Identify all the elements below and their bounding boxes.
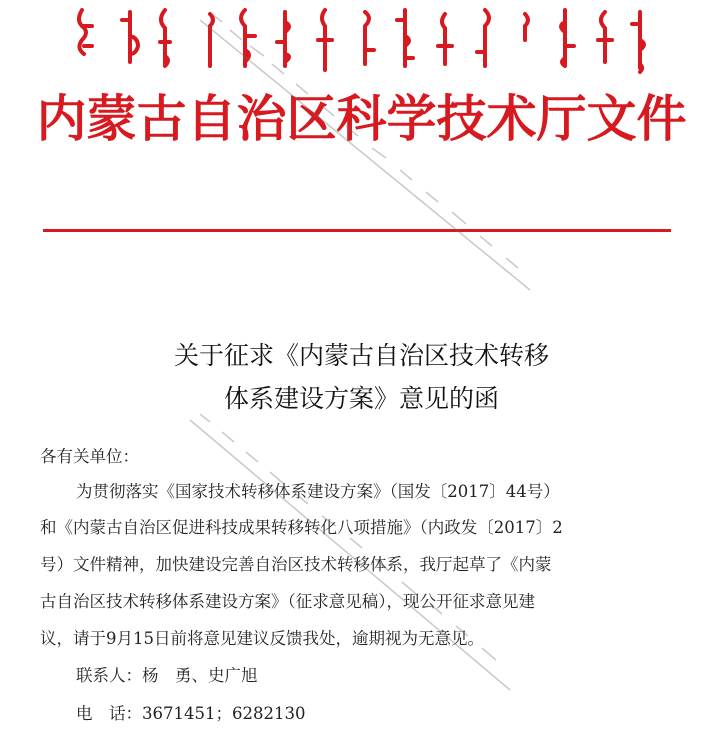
document-title-line-1: 关于征求《内蒙古自治区技术转移 — [173, 341, 549, 370]
document-title-line-2: 体系建设方案》意见的函 — [223, 384, 499, 413]
salutation: 各有关单位： — [40, 447, 139, 466]
red-divider — [43, 229, 671, 232]
contact-person: 联系人：杨 勇、史广旭 — [76, 666, 258, 685]
paragraph-line: 号）文件精神，加快建设完善自治区技术转移体系，我厅起草了《内蒙 — [40, 555, 552, 574]
paragraph-line: 议，请于9月15日前将意见建议反馈我处，逾期视为无意见。 — [40, 629, 484, 648]
paragraph-line: 古自治区技术转移体系建设方案》（征求意见稿），现公开征求意见建 — [40, 592, 535, 611]
org-title: 内蒙古自治区科学技术厅文件 — [36, 90, 687, 148]
mongolian-text: ᠥᠪᠥᠷ ᠮᠣᠩᠭᠣᠯ ᠤᠨ ᠥᠪᠡᠷᠲᠡᠭᠡᠨ ᠵᠠᠰᠠᠬᠤ ᠣᠷᠣᠨ ᠤ ᠱᠢᠨᠵᠢᠯᠡᠬᠦ ᠤᠬᠠᠭᠠᠨ ᠲᠧᠬᠨᠢᠤᠺ ᠤᠨ ᠲᠢᠩ ᠤᠨ ᠪᠢᠴᠢᠭ — [70, 76, 110, 77]
mongolian-script-header — [70, 6, 650, 78]
paragraph-line: 为贯彻落实《国家技术转移体系建设方案》（国发〔2017〕44号） — [76, 482, 560, 501]
paragraph-line: 和《内蒙古自治区促进科技成果转移转化八项措施》（内政发〔2017〕2 — [40, 518, 563, 537]
contact-phone: 电 话：3671451；6282130 — [76, 704, 306, 723]
